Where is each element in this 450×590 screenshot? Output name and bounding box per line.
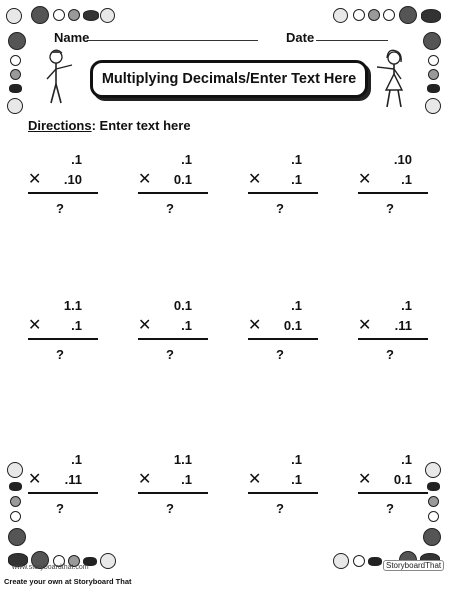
multiplicand: 0.1 xyxy=(173,298,192,313)
name-label: Name xyxy=(54,30,90,45)
multiplicand: .1 xyxy=(401,298,412,313)
problem-3 xyxy=(248,152,318,222)
worksheet-title[interactable] xyxy=(90,60,368,98)
problem-6 xyxy=(138,298,208,368)
answer-rule xyxy=(248,192,318,194)
multiplier: .1 xyxy=(401,172,412,187)
times-icon: ✕ xyxy=(248,471,262,488)
football-icon xyxy=(9,84,22,93)
answer-placeholder[interactable]: ? xyxy=(166,347,174,362)
answer-rule xyxy=(358,192,428,194)
multiplier: .1 xyxy=(291,172,302,187)
baseball-icon xyxy=(383,9,395,21)
answer-placeholder[interactable]: ? xyxy=(166,501,174,516)
football-icon xyxy=(427,84,440,93)
answer-placeholder[interactable]: ? xyxy=(386,201,394,216)
volleyball-icon xyxy=(100,553,116,569)
basketball-icon xyxy=(8,32,26,50)
problem-9 xyxy=(28,452,98,522)
multiplicand: .1 xyxy=(71,452,82,467)
multiplier: .1 xyxy=(71,318,82,333)
answer-placeholder[interactable]: ? xyxy=(386,501,394,516)
football-icon xyxy=(368,557,382,566)
multiplicand: .1 xyxy=(291,452,302,467)
multiplier: 0.1 xyxy=(283,318,302,333)
answer-rule xyxy=(138,338,208,340)
answer-rule xyxy=(138,192,208,194)
multiplicand: .1 xyxy=(71,152,82,167)
multiplier: .11 xyxy=(394,318,412,333)
problem-8 xyxy=(358,298,428,368)
multiplicand: .1 xyxy=(291,152,302,167)
baseball-icon xyxy=(353,9,365,21)
problem-12 xyxy=(358,452,428,522)
multiplier: .11 xyxy=(64,472,82,487)
volleyball-icon xyxy=(333,553,349,569)
basketball-icon xyxy=(8,528,26,546)
times-icon: ✕ xyxy=(248,171,262,188)
football-icon xyxy=(427,482,440,491)
problem-7 xyxy=(248,298,318,368)
multiplier: .1 xyxy=(291,472,302,487)
answer-rule xyxy=(358,492,428,494)
multiplicand: .10 xyxy=(393,152,412,167)
date-line[interactable] xyxy=(316,40,388,41)
baseball-icon xyxy=(428,55,439,66)
watermark-left: www.storyboardthat.com xyxy=(12,564,89,571)
directions-label: Directions xyxy=(28,118,92,133)
watermark-right: StoryboardThat xyxy=(383,560,444,571)
answer-placeholder[interactable]: ? xyxy=(276,201,284,216)
problem-10 xyxy=(138,452,208,522)
volleyball-icon xyxy=(425,98,441,114)
basketball-icon xyxy=(423,528,441,546)
tennis-ball-icon xyxy=(428,69,439,80)
answer-placeholder[interactable]: ? xyxy=(276,501,284,516)
times-icon: ✕ xyxy=(28,317,42,334)
answer-rule xyxy=(358,338,428,340)
directions-text: : Enter text here xyxy=(91,118,191,133)
multiplicand: 1.1 xyxy=(173,452,192,467)
name-line[interactable] xyxy=(88,40,258,41)
volleyball-icon xyxy=(7,98,23,114)
answer-placeholder[interactable]: ? xyxy=(56,501,64,516)
answer-placeholder[interactable]: ? xyxy=(166,201,174,216)
tennis-ball-icon xyxy=(68,9,80,21)
multiplier: 0.1 xyxy=(173,172,192,187)
tennis-ball-icon xyxy=(10,69,21,80)
answer-rule xyxy=(138,492,208,494)
times-icon: ✕ xyxy=(138,471,152,488)
multiplicand: .1 xyxy=(291,298,302,313)
problem-4 xyxy=(358,152,428,222)
volleyball-icon xyxy=(100,8,115,23)
baseball-icon xyxy=(10,55,21,66)
problem-5 xyxy=(28,298,98,368)
directions[interactable] xyxy=(28,118,191,133)
tennis-ball-icon xyxy=(10,496,21,507)
stick-figure-girl-icon xyxy=(374,48,408,110)
volleyball-icon xyxy=(333,8,348,23)
answer-placeholder[interactable]: ? xyxy=(56,201,64,216)
answer-placeholder[interactable]: ? xyxy=(386,347,394,362)
basketball-icon xyxy=(423,32,441,50)
answer-rule xyxy=(28,192,98,194)
basketball-icon xyxy=(399,6,417,24)
multiplicand: 1.1 xyxy=(63,298,82,313)
times-icon: ✕ xyxy=(358,471,372,488)
multiplicand: .1 xyxy=(181,152,192,167)
multiplier: .1 xyxy=(181,472,192,487)
answer-placeholder[interactable]: ? xyxy=(276,347,284,362)
multiplier: 0.1 xyxy=(393,472,412,487)
multiplier: .10 xyxy=(63,172,82,187)
volleyball-icon xyxy=(7,462,23,478)
times-icon: ✕ xyxy=(248,317,262,334)
tennis-ball-icon xyxy=(428,496,439,507)
problem-11 xyxy=(248,452,318,522)
basketball-icon xyxy=(31,6,49,24)
times-icon: ✕ xyxy=(28,171,42,188)
football-icon xyxy=(9,482,22,491)
worksheet-title-text: Multiplying Decimals/Enter Text Here xyxy=(101,71,357,87)
problem-1 xyxy=(28,152,98,222)
answer-rule xyxy=(28,492,98,494)
answer-placeholder[interactable]: ? xyxy=(56,347,64,362)
football-icon xyxy=(83,10,99,21)
baseball-icon xyxy=(53,9,65,21)
date-label: Date xyxy=(286,30,315,45)
football-icon xyxy=(421,9,441,23)
times-icon: ✕ xyxy=(358,317,372,334)
multiplier: .1 xyxy=(181,318,192,333)
tennis-ball-icon xyxy=(368,9,380,21)
times-icon: ✕ xyxy=(138,317,152,334)
answer-rule xyxy=(28,338,98,340)
times-icon: ✕ xyxy=(28,471,42,488)
problem-2 xyxy=(138,152,208,222)
times-icon: ✕ xyxy=(138,171,152,188)
multiplicand: .1 xyxy=(401,452,412,467)
baseball-icon xyxy=(353,555,365,567)
times-icon: ✕ xyxy=(358,171,372,188)
baseball-icon xyxy=(428,511,439,522)
footer-credit: Create your own at Storyboard That xyxy=(4,577,132,586)
answer-rule xyxy=(248,338,318,340)
volleyball-icon xyxy=(6,8,22,24)
answer-rule xyxy=(248,492,318,494)
stick-figure-boy-icon xyxy=(42,48,76,106)
baseball-icon xyxy=(10,511,21,522)
